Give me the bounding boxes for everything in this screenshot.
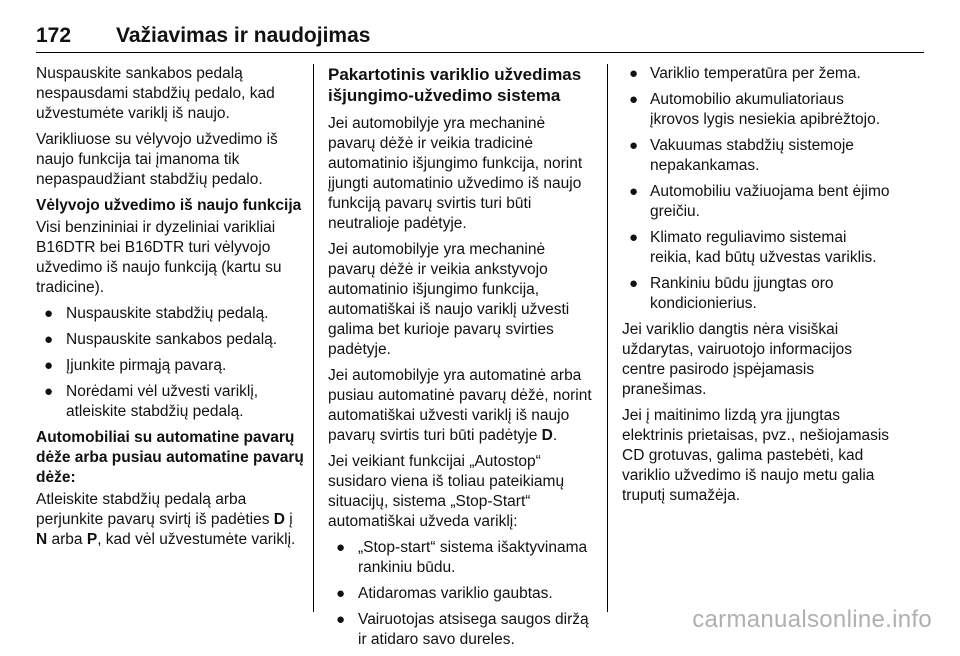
list-item: ● Vakuumas stabdžių sistemoje nepakankamas. [629,137,854,174]
list-item: ● Variklio temperatūra per žema. [629,65,861,82]
bullet-icon: ● [629,229,639,246]
step-list [36,304,304,422]
bullet-icon: ● [336,611,346,628]
paragraph: Jei automobilyje yra mechaninė pavarų dėžė ir veikia ankstyvojo automatinio išjungimo funkcija, automatiškai iš naujo variklį užvesti galima bet kurioje pavarų svirties padėtyje. [328,241,570,358]
page-header [36,24,924,48]
column-1 [36,64,304,550]
list-item: ● Norėdami vėl užvesti variklį, atleiskite stabdžių pedalą. [44,383,259,420]
list-item: ● Automobiliu važiuojama bent ėjimo greičiu. [629,183,890,220]
subheading: Vėlyvojo užvedimo iš naujo funkcija [36,197,302,214]
bullet-icon: ● [44,331,54,348]
paragraph: Jei variklio dangtis nėra visiškai uždarytas, vairuotojo informacijos centre pasirodo įspėjamasis pranešimas. [622,321,853,398]
bullet-icon: ● [336,585,346,602]
list-item: ● Rankiniu būdu įjungtas oro kondicionierius. [629,275,834,312]
header-divider [36,52,924,53]
list-item: ● Automobilio akumuliatoriaus įkrovos lygis nesiekia apibrėžtojo. [629,91,881,128]
paragraph: Jei automobilyje yra mechaninė pavarų dėžė ir veikia tradicinė automatinio išjungimo funkcija, norint įjungti automatinio užvedimo iš naujo funkciją pavarų svirtis turi būti neutralioje padėtyje. [328,115,583,232]
section-heading: Pakartotinis variklio užvedimas išjungimo-užvedimo sistema [328,65,582,105]
paragraph: Visi benzininiai ir dyzeliniai varikliai B16DTR bei B16DTR turi vėlyvojo užvedimo iš naujo funkciją (kartu su tradicine). [36,219,282,296]
list-item: ● Nuspauskite stabdžių pedalą. [44,305,269,322]
column-divider-1 [313,64,314,612]
column-2 [328,64,596,656]
page-number: 172 [36,24,72,47]
bullet-icon: ● [629,137,639,154]
bullet-icon: ● [336,539,346,556]
bullet-icon: ● [629,275,639,292]
subheading: Automobiliai su automatine pavarų dėže arba pusiau automatine pavarų dėže: [36,429,304,486]
list-item: ● Klimato reguliavimo sistemai reikia, kad būtų užvestas variklis. [629,229,877,266]
bullet-icon: ● [629,65,639,82]
column-3 [622,64,892,512]
bullet-icon: ● [629,183,639,200]
list-item: ● Atidaromas variklio gaubtas. [336,585,553,602]
list-item: ● Nuspauskite sankabos pedalą. [44,331,278,348]
list-item: ● Įjunkite pirmąją pavarą. [44,357,227,374]
watermark: carmanualsonline.info [692,606,932,633]
bullet-icon: ● [44,357,54,374]
bullet-icon: ● [44,305,54,322]
paragraph: Atleiskite stabdžių pedalą arba perjunkite pavarų svirtį iš padėties D į N arba P, kad vėl užvestumėte variklį. [36,491,296,548]
page-title: Važiavimas ir naudojimas [116,24,371,47]
list-item: ● „Stop-start“ sistema išaktyvinama rankiniu būdu. [336,539,588,576]
list-item: ● Vairuotojas atsisega saugos diržą ir atidaro savo dureles. [336,611,589,648]
condition-list-continued [622,64,892,314]
paragraph: Jei veikiant funkcijai „Autostop“ susidaro viena iš toliau pateikiamų situacijų, sistema „Stop-Start“ automatiškai užveda variklį: [328,453,565,530]
column-divider-2 [607,64,608,612]
condition-list [328,538,596,650]
paragraph: Varikliuose su vėlyvojo užvedimo iš naujo funkcija tai įmanoma tik nepaspaudžiant stabdžių pedalo. [36,131,278,188]
bullet-icon: ● [629,91,639,108]
paragraph: Jei į maitinimo lizdą yra įjungtas elektrinis prietaisas, pvz., nešiojamasis CD grotuvas, galima pastebėti, kad variklio užvedimo iš naujo metu galia truputį sumažėja. [622,407,890,504]
bullet-icon: ● [44,383,54,400]
paragraph: Nuspauskite sankabos pedalą nespausdami stabdžių pedalo, kad užvestumėte variklį iš naujo. [36,65,275,122]
paragraph: Jei automobilyje yra automatinė arba pusiau automatinė pavarų dėžė, norint automatiškai užvesti variklį iš naujo pavarų svirtis turi būti padėtyje D. [328,367,592,444]
